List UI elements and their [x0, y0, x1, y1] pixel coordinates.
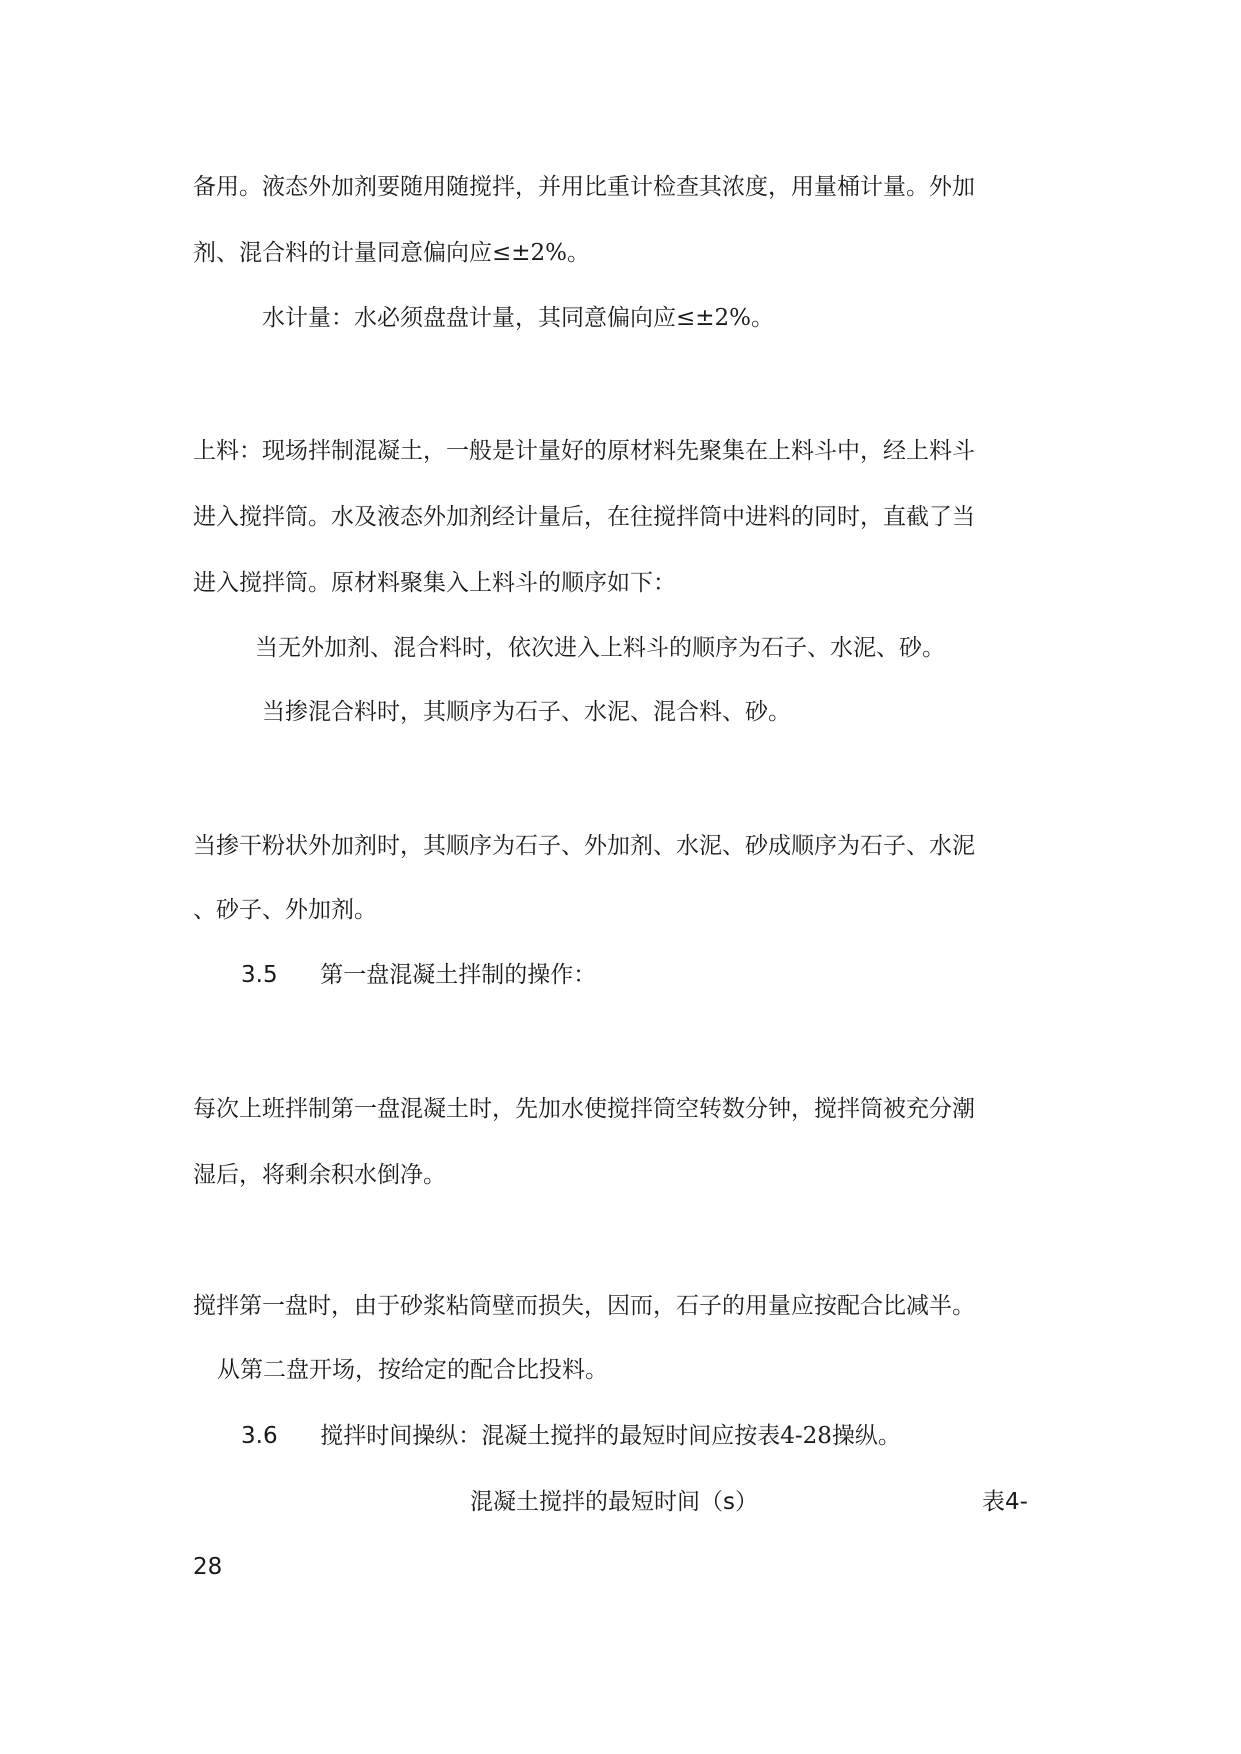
paragraph-line: 每次上班拌制第一盘混凝土时，先加水使搅拌筒空转数分钟，搅拌筒被充分潮	[193, 1096, 975, 1122]
paragraph-line: 水计量：水必须盘盘计量，其同意偏向应≤±2%。	[262, 305, 775, 331]
paragraph-line: 进入搅拌筒。水及液态外加剂经计量后，在往搅拌筒中进料的同时，直截了当	[193, 504, 975, 530]
section-number: 3.5	[241, 962, 278, 988]
section-heading-3-6	[241, 1421, 901, 1451]
table-number-continued: 28	[193, 1554, 223, 1580]
paragraph-line: 、砂子、外加剂。	[193, 897, 377, 923]
paragraph-line: 搅拌第一盘时，由于砂浆粘筒壁而损失，因而，石子的用量应按配合比减半。	[193, 1293, 975, 1319]
paragraph-line: 剂、混合料的计量同意偏向应≤±2%。	[193, 240, 591, 266]
paragraph-line: 当掺干粉状外加剂时，其顺序为石子、外加剂、水泥、砂成顺序为石子、水泥	[193, 833, 975, 859]
paragraph-line: 当无外加剂、混合料时，依次进入上料斗的顺序为石子、水泥、砂。	[255, 635, 945, 661]
table-number: 表4-	[982, 1489, 1028, 1515]
section-title: 搅拌时间操纵：混凝土搅拌的最短时间应按表4-28操纵。	[320, 1423, 901, 1449]
paragraph-line: 湿后，将剩余积水倒净。	[193, 1162, 446, 1188]
section-title: 第一盘混凝土拌制的操作：	[320, 962, 597, 988]
paragraph-line: 从第二盘开场，按给定的配合比投料。	[217, 1357, 608, 1383]
paragraph-line: 进入搅拌筒。原材料聚集入上料斗的顺序如下：	[193, 570, 676, 596]
paragraph-line: 备用。液态外加剂要随用随搅拌，并用比重计检查其浓度，用量桶计量。外加	[193, 174, 975, 200]
paragraph-line: 上料：现场拌制混凝土，一般是计量好的原材料先聚集在上料斗中，经上料斗	[193, 438, 975, 464]
paragraph-line: 当掺混合料时，其顺序为石子、水泥、混合料、砂。	[262, 699, 791, 725]
section-number: 3.6	[241, 1423, 278, 1449]
section-heading-3-5	[241, 960, 596, 990]
table-title: 混凝土搅拌的最短时间（s）	[470, 1489, 758, 1515]
